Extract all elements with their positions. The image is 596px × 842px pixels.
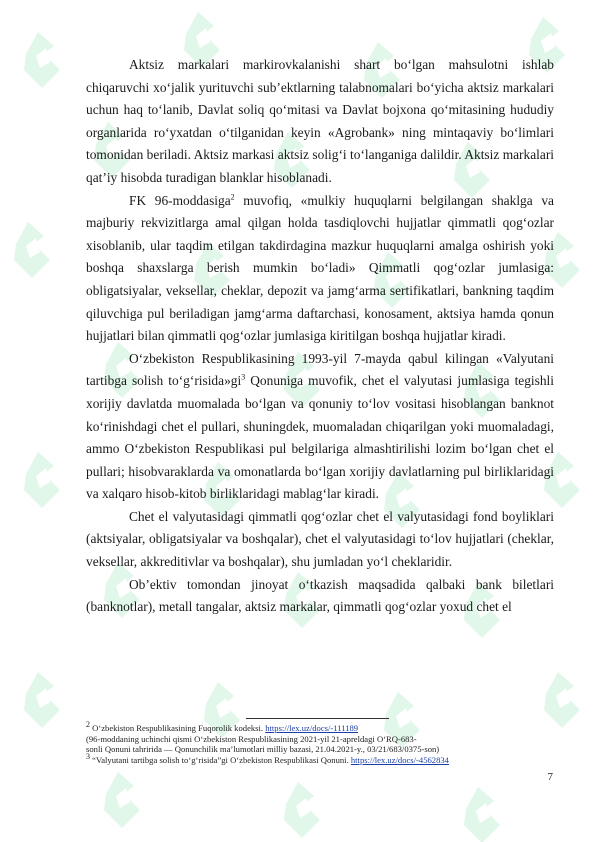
footnote-2 bbox=[86, 720, 556, 734]
page-number: 7 bbox=[547, 771, 553, 783]
footnote-mark: 3 bbox=[86, 751, 90, 761]
footnote-text: “Valyutani tartibga solish to‘g‘risida”gi O‘zbekiston Respublikasi Qonuni. bbox=[90, 754, 351, 765]
footnote-ref-2[interactable]: 2 bbox=[230, 192, 235, 202]
footnote-link[interactable]: https://lex.uz/docs/-4562834 bbox=[350, 754, 449, 765]
paragraph-chet-el-qimmatli-qogozlar: Chet el valyutasidagi qimmatli qog‘ozlar chet el valyutasidagi fond boyliklari (aktsiyalar, obligatsiyalar va boshqalar), chet el valyutasidagi to‘lov hujjatlari (cheklar, veksellar, akkreditivlar va boshqalar), shu jumladan yo‘l cheklaridir. bbox=[86, 508, 554, 570]
footnote-separator bbox=[246, 718, 389, 719]
footnote-2-line-2: (96-moddaning uchinchi qismi O‘zbekiston Respublikasining 2021-yil 21-apreldagi O‘RQ-683- bbox=[86, 733, 417, 744]
footnote-ref-3[interactable]: 3 bbox=[241, 372, 246, 382]
paragraph-obektiv-tomon: Ob’ektiv tomondan jinoyat o‘tkazish maqsadida qalbaki bank biletlari (banknotlar), metall tangalar, aktsiz markalar, qimmatli qog‘ozlar yoxud chet el bbox=[86, 576, 554, 615]
paragraph-text: muvofiq, «mulkiy huquqlarni belgilangan shaklga va majburiy rekvizitlarga amal qilgan holda tasdiqlovchi hujjatlar qimmatli qog‘ozlar xisoblanib, ular taqdim etilgan takdirdagina mazkur huquqlarni amalga oshirish yoki boshqa shaxslarga berish mumkin bo‘ladi» Qimmatli qog‘ozlar jumlasiga: obligatsiyalar, veksellar, cheklar, depozit va jamg‘arma sertifikatlari, bankning taqdim qiluvchiga pul beriladigan jamg‘arma daftarchasi, konosament, aktsiya hamda qonun hujjatlari bilan qimmatli qog‘ozlar jumlasiga kiritilgan boshqa hujjatlar kiradi. bbox=[86, 192, 554, 344]
paragraph-fk-96-moddasi bbox=[86, 190, 554, 348]
footnote-3 bbox=[86, 751, 556, 766]
paragraph-valyuta-qonuni bbox=[86, 348, 554, 506]
paragraph-text: Qonuniga muvofik, chet el valyutasi jumlasiga tegishli xorijiy davlatda muomalada bo‘lgan va qonuniy to‘lov vositasi hisoblangan banknot ko‘rinishdagi chet el pullari, shuningdek, muomaladan chiqarilgan yoki muomaladagi, ammo O‘zbekiston Respublikasi pul belgilariga almashtirilishi lozim bo‘lgan chet el pullari; hisobvaraklarda va omonatlarda bo‘lgan xorijiy davlatlarning pul birliklaridagi va xalqaro hisob-kitob birliklaridagi mablag‘lar kiradi. bbox=[86, 373, 554, 502]
footnotes bbox=[86, 720, 556, 765]
paragraph-aktsiz-markalari: Aktsiz markalari markirovkalanishi shart bo‘lgan mahsulotni ishlab chiqaruvchi xo‘jalik yurituvchi sub’ektlarning talabnomalari bo‘yicha aktsiz markalari uchun haq to‘lanib, Davlat soliq qo‘mitasi va Davlat bojxona qo‘mitasining hududiy organlarida ro‘yxatdan o‘tilganidan keyin «Agrobank» ning mintaqaviy bo‘limlari tomonidan beriladi. Aktsiz markasi aktsiz solig‘i to‘langaniga dalildir. Aktsiz markalari qat’iy hisobda turadigan blanklar hisoblanadi. bbox=[86, 57, 554, 185]
footnote-link[interactable]: https://lex.uz/docs/-111189 bbox=[265, 723, 359, 733]
document-body bbox=[86, 54, 554, 619]
footnote-mark: 2 bbox=[86, 720, 90, 730]
footnote-text: O‘zbekiston Respublikasining Fuqorolik kodeksi. bbox=[90, 723, 266, 733]
paragraph-text: O‘zbekiston Respublikasining 1993-yil 7-mayda qabul kilingan «Valyutani tartibga solish to‘g‘risida»gi bbox=[86, 350, 554, 389]
paragraph-text: FK 96-moddasiga bbox=[129, 192, 231, 208]
footnote-2-line-3: sonli Qonuni tahririda — Qonunchilik ma’lumotlari milliy bazasi, 21.04.2021-y., 03/21/683/0375-son) bbox=[86, 744, 440, 754]
